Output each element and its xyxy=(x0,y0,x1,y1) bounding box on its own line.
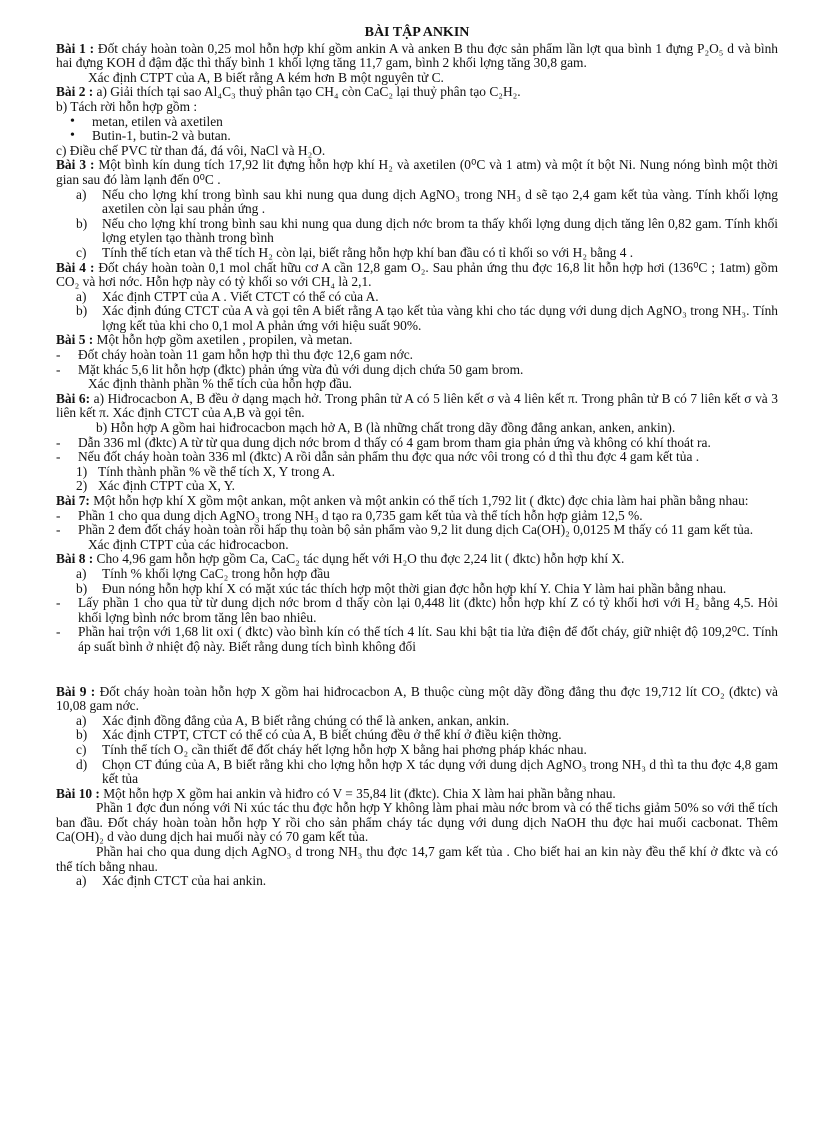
exercise-number: Bài 1 : xyxy=(56,40,95,56)
exercise-number: Bài 7: xyxy=(56,493,90,508)
indented-text: Xác định CTPT của A, B biết rằng A kém hơn B một nguyên tử C. xyxy=(88,69,444,85)
exercise-number: Bài 3 : xyxy=(56,157,95,173)
list-text: Tính thể tích etan và thể tích H₂ còn lại, biết rằng hỗn hợp khí ban đầu có tỉ khối so với H₂ bằng 4 . xyxy=(102,244,634,260)
paragraph: Bài 9 : Đốt cháy hoàn toàn hỗn hợp X gồm hai hiđrocacbon A, B thuộc cùng một dãy đồng đẳng thu đợc 19,712 lít CO₂ (đktc) và 10,08 gam nớc. xyxy=(56,683,778,714)
list-marker: a) xyxy=(76,288,87,304)
list-text: Tính thể tích O₂ cần thiết để đốt cháy hết lợng hỗn hợp X bằng hai phơng pháp khác nhau. xyxy=(102,741,587,757)
paragraph: c) Điều chế PVC từ than đá, đá vôi, NaCl và H₂O. xyxy=(56,142,326,158)
paragraph: Bài 10 : Một hỗn hợp X gồm hai ankin và hiđro có V = 35,84 lit (đktc). Chia X làm hai phần bằng nhau. xyxy=(56,785,616,801)
list-item xyxy=(56,465,778,480)
list-text: Đốt cháy hoàn toàn 11 gam hỗn hợp thì thu đợc 12,6 gam nớc. xyxy=(78,347,413,363)
indented-text: Xác định thành phần % thể tích của hỗn hợp đầu. xyxy=(88,376,353,392)
list-text: Nếu đốt cháy hoàn toàn 336 ml (đktc) A rồi dẫn sản phẩm thu đợc qua nớc vôi trong có d thì thu đợc 4 gam kết tủa . xyxy=(78,449,700,465)
list-marker: c) xyxy=(76,244,87,260)
list-text: metan, etilen và axetilen xyxy=(92,113,223,129)
document-body xyxy=(56,42,778,889)
list-text: Nếu cho lợng khí trong bình sau khi nung qua dung dịch AgNO₃ trong NH₃ d sẽ tạo 2,4 gam kết tủa vàng. Tính khối lợng axetilen còn lại sau phản ứng . xyxy=(102,186,778,217)
list-marker: b) xyxy=(76,303,88,319)
list-marker: a) xyxy=(76,565,87,581)
exercise-number: Bài 2 : xyxy=(56,84,94,100)
list-marker: - xyxy=(56,595,61,611)
exercise-number: Bài 6: xyxy=(56,390,91,406)
document-title: BÀI TẬP ANKIN xyxy=(364,25,470,40)
list-marker: c) xyxy=(76,741,87,757)
list-item xyxy=(56,217,778,246)
exercise-number: Bài 9 : xyxy=(56,683,96,699)
list-marker: b) xyxy=(76,727,88,743)
paragraph: Phần 1 đợc đun nóng với Ni xúc tác thu đợc hỗn hợp Y không làm phai màu nớc brom và có thể tichs giảm 50% so với thể tích ban đầu. Đốt cháy hoàn toàn hỗn hợp Y rồi cho sản phẩm cháy tác dụng với dung dịch NaOH thu đợc hai muối cacbonat. Thêm Ca(OH)₂ d vào dung dịch hai muối này có 70 gam kết tủa. xyxy=(56,800,778,845)
list-marker: 2) xyxy=(76,478,88,494)
paragraph: Bài 8 : Cho 4,96 gam hỗn hợp gồm Ca, CaC₂ tác dụng hết với H₂O thu đợc 2,24 lit ( đktc) hỗn hợp khí X. xyxy=(56,551,625,567)
paragraph: Phần hai cho qua dung dịch AgNO₃ d trong NH₃ thu đợc 14,7 gam kết tủa . Cho biết hai an kin này đều thể khí ở đktc và có thể tích bằng nhau. xyxy=(56,844,778,874)
list-marker: - xyxy=(56,624,61,640)
list-marker: a) xyxy=(76,712,87,728)
paragraph: b) Tách rời hỗn hợp gồm : xyxy=(56,98,198,114)
list-item xyxy=(56,714,778,729)
list-marker: a) xyxy=(76,186,87,202)
list-item xyxy=(56,290,778,305)
list-marker: - xyxy=(56,361,61,377)
list-text: Đun nóng hỗn hợp khí X có mặt xúc tác thích hợp một thời gian đợc hỗn hợp khí Y. Chia Y làm hai phần bằng nhau. xyxy=(102,580,727,596)
list-marker: b) xyxy=(76,580,88,596)
paragraph: Bài 2 : a) Giải thích tại sao Al₄C₃ thuỷ phân tạo CH₄ còn CaC₂ lại thuỷ phân tạo C₂H₂. xyxy=(56,84,521,100)
list-marker: a) xyxy=(76,873,87,889)
list-marker: - xyxy=(56,434,61,450)
list-marker: - xyxy=(56,507,61,523)
list-text: Dẫn 336 ml (đktc) A từ từ qua dung dịch nớc brom d thấy có 4 gam brom tham gia phản ứng và không có khí thoát ra. xyxy=(78,434,711,450)
paragraph: Bài 4 : Đốt cháy hoàn toàn 0,1 mol chất hữu cơ A cần 12,8 gam O₂. Sau phản ứng thu đợc 16,8 lit hỗn hợp hơi (136⁰C ; 1atm) gồm CO₂ và hơi nớc. Hỗn hợp này có tỷ khối so với CH₄ là 2,1. xyxy=(56,259,778,290)
list-item xyxy=(56,758,778,787)
list-item xyxy=(56,188,778,217)
paragraph: Bài 6: a) Hiđrocacbon A, B đều ở dạng mạch hở. Trong phân tử A có 5 liên kết σ và 4 liên kết π. Trong phân tử B có 7 liên kết σ và 3 liên kết π. Xác định CTCT của A,B và gọi tên. xyxy=(56,390,778,421)
list-item xyxy=(56,596,778,625)
list-item xyxy=(56,479,778,494)
list-item xyxy=(56,436,778,451)
list-item xyxy=(56,509,778,524)
list-item xyxy=(56,115,778,130)
indented-text: Xác định CTPT của các hiđrocacbon. xyxy=(88,536,289,552)
list-marker: - xyxy=(56,347,61,363)
paragraph: Bài 5 : Một hỗn hợp gồm axetilen , propilen, và metan. xyxy=(56,332,353,348)
list-text: Nếu cho lợng khí trong bình sau khi nung qua dung dịch nớc brom ta thấy khối lợng dung dịch tăng lên 0,82 gam. Tính khối lợng etylen tạo thành trong bình xyxy=(102,215,778,246)
exercise-number: Bài 10 : xyxy=(56,785,100,801)
list-item xyxy=(56,450,778,465)
list-text: Phần 2 đem đốt cháy hoàn toàn rồi hấp thụ toàn bộ sản phẩm vào 9,2 lit dung dịch Ca(OH)₂ 0,0125 M thấy có 11 gam kết tủa. xyxy=(78,522,754,538)
list-marker: b) xyxy=(76,215,88,231)
paragraph: Bài 1 : Đốt cháy hoàn toàn 0,25 mol hỗn hợp khí gồm ankin A và anken B thu đợc sản phẩm lần lợt qua bình 1 đựng P₂O₅ d và bình hai đựng KOH d đậm đặc thì thấy bình 1 khối lợng tăng 11,7 gam, bình 2 khối lợng tăng 30,8 gam. xyxy=(56,40,779,71)
list-item xyxy=(56,363,778,378)
list-marker: • xyxy=(70,113,75,129)
list-text: Lấy phần 1 cho qua từ từ dung dịch nớc brom d thấy còn lại 0,448 lit (đktc) hỗn hợp khí Z có tỷ khối hơi với H₂ bằng 4,5. Hỏi khối lợng bình nớc brom tăng lên bao nhiêu. xyxy=(78,595,778,625)
list-item xyxy=(56,246,778,261)
paragraph: Bài 7: Một hỗn hợp khí X gồm một ankan, một anken và một ankin có thể tích 1,792 lit ( đktc) đợc chia làm hai phần bằng nhau: xyxy=(56,493,749,508)
list-text: Phần hai trộn với 1,68 lit oxi ( đktc) vào bình kín có thể tích 4 lít. Sau khi bật tia lửa điện để đốt cháy, giữ nhiệt độ 109,2⁰C. Tính áp suất bình ở nhiệt độ này. Biết rằng dung tích bình không đổi xyxy=(78,624,778,654)
blank-gap xyxy=(56,655,778,685)
paragraph: b) Hỗn hợp A gồm hai hiđrocacbon mạch hở A, B (là những chất trong dãy đồng đẳng ankan, anken, ankin). xyxy=(96,420,676,436)
exercise-number: Bài 5 : xyxy=(56,332,94,348)
exercise-number: Bài 4 : xyxy=(56,259,95,275)
list-item xyxy=(56,348,778,363)
list-marker: 1) xyxy=(76,463,88,479)
exercise-number: Bài 8 : xyxy=(56,551,94,567)
list-item xyxy=(56,728,778,743)
list-item xyxy=(56,874,778,889)
list-text: Xác định CTPT của A . Viết CTCT có thể có của A. xyxy=(102,288,379,304)
list-text: Chọn CT đúng của A, B biết rằng khi cho lợng hỗn hợp X tác dụng với dung dịch AgNO₃ trong NH₃ d thì ta thu đợc 4,8 gam kết tủa xyxy=(102,756,778,787)
list-text: Mặt khác 5,6 lit hỗn hợp (đktc) phản ứng vừa đủ với dung dịch chứa 50 gam brom. xyxy=(78,361,524,377)
list-item xyxy=(56,523,778,538)
list-text: Xác định CTCT của hai ankin. xyxy=(102,873,267,889)
document-page xyxy=(56,26,778,889)
list-text: Xác định đúng CTCT của A và gọi tên A biết rằng A tạo kết tủa vàng khi cho tác dụng với dung dịch AgNO₃ trong NH₃. Tính lợng kết tủa khi cho 0,1 mol A phản ứng với hiệu suất 90%. xyxy=(102,303,778,333)
list-text: Xác định đồng đẳng của A, B biết rằng chúng có thể là anken, ankan, ankin. xyxy=(102,712,510,728)
list-item xyxy=(56,582,778,597)
list-text: Phần 1 cho qua dung dịch AgNO₃ trong NH₃ d tạo ra 0,735 gam kết tủa và thể tích hỗn hợp giảm 12,5 %. xyxy=(78,507,643,523)
list-marker: - xyxy=(56,449,61,465)
list-item xyxy=(56,129,778,144)
list-item xyxy=(56,304,778,333)
paragraph: Bài 3 : Một bình kín dung tích 17,92 lit đựng hỗn hợp khí H₂ và axetilen (0⁰C và 1 atm) và một ít bột Ni. Nung nóng bình một thời gian sau đó làm lạnh đến 0⁰C . xyxy=(56,157,778,187)
list-marker: d) xyxy=(76,756,88,772)
list-marker: • xyxy=(70,128,75,144)
list-text: Tính thành phần % về thể tích X, Y trong A. xyxy=(98,463,336,479)
list-marker: - xyxy=(56,522,61,538)
list-item xyxy=(56,743,778,758)
list-item xyxy=(56,625,778,654)
list-text: Tính % khối lợng CaC₂ trong hỗn hợp đầu xyxy=(102,565,330,581)
list-text: Xác định CTPT, CTCT có thể có của A, B biết chúng đều ở thể khí ở điều kiện thờng. xyxy=(102,727,562,743)
list-item xyxy=(56,567,778,582)
list-text: Butin-1, butin-2 và butan. xyxy=(92,128,231,144)
list-text: Xác định CTPT của X, Y. xyxy=(98,478,235,494)
